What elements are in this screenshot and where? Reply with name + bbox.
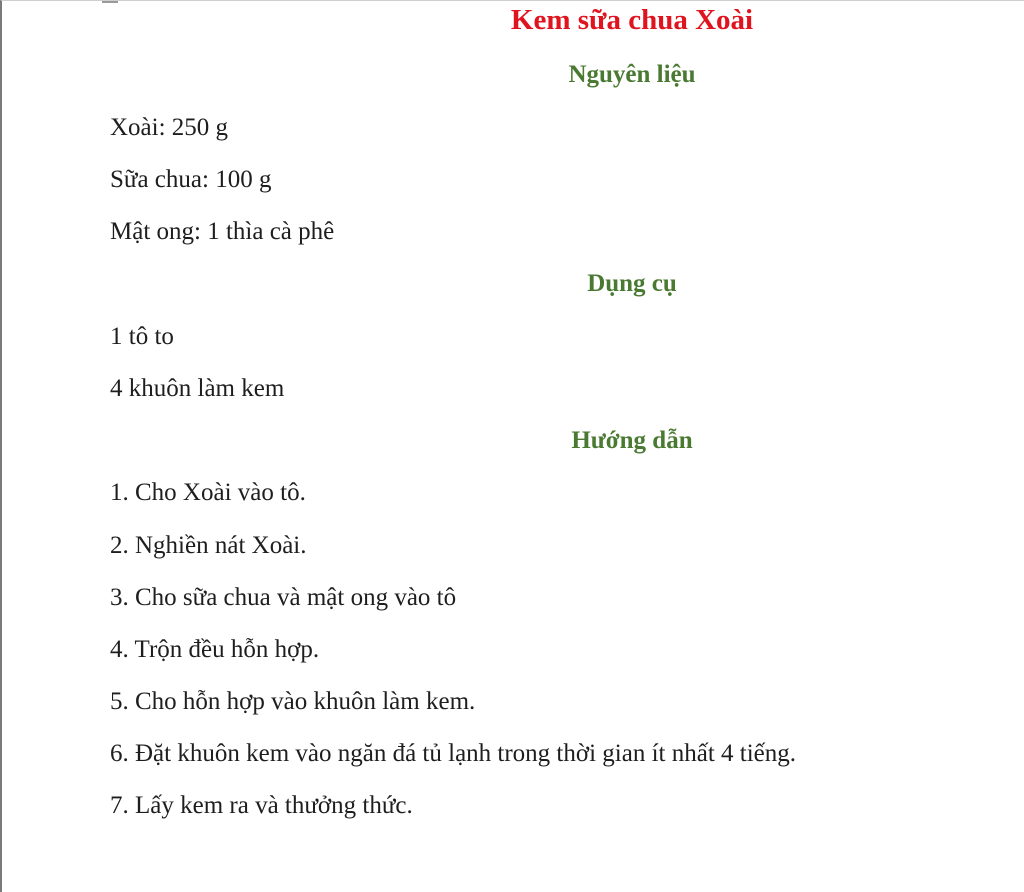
- tool-item: 4 khuôn làm kem: [110, 375, 285, 402]
- ingredient-item: Xoài: 250 g: [110, 114, 229, 141]
- tools-heading: Dụng cụ: [587, 270, 677, 297]
- instruction-step: 1. Cho Xoài vào tô.: [110, 479, 306, 506]
- instruction-step: 3. Cho sữa chua và mật ong vào tô: [110, 584, 457, 611]
- instruction-step: 5. Cho hỗn hợp vào khuôn làm kem.: [110, 688, 476, 715]
- ingredients-heading: Nguyên liệu: [568, 61, 696, 88]
- ingredient-item: Mật ong: 1 thìa cà phê: [110, 218, 335, 245]
- instruction-step: 7. Lấy kem ra và thưởng thức.: [110, 792, 413, 819]
- instruction-step: 6. Đặt khuôn kem vào ngăn đá tủ lạnh trong thời gian ít nhất 4 tiếng.: [110, 740, 797, 767]
- instructions-heading: Hướng dẫn: [571, 427, 693, 454]
- instruction-step: 4. Trộn đều hỗn hợp.: [110, 636, 320, 663]
- ingredient-item: Sữa chua: 100 g: [110, 166, 272, 193]
- tool-item: 1 tô to: [110, 323, 174, 350]
- instruction-step: 2. Nghiền nát Xoài.: [110, 532, 307, 559]
- recipe-title: Kem sữa chua Xoài: [510, 4, 754, 36]
